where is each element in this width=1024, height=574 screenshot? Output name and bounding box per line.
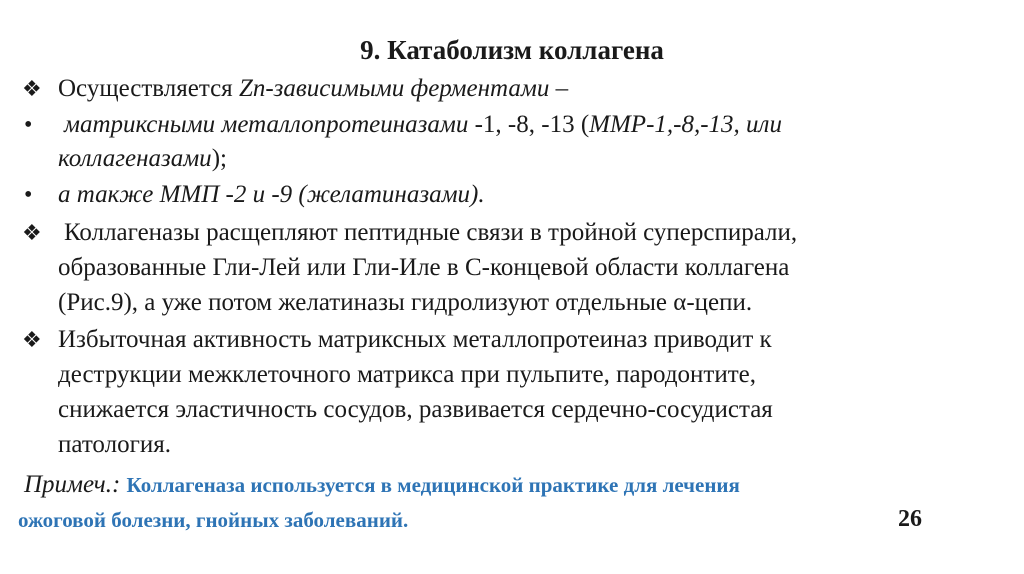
note-text-1: Коллагеназа используется в медицинской практике для лечения <box>126 473 740 497</box>
item-2-line-1 <box>64 110 782 140</box>
item-2-part-3: ММР-1,-8,-13, или <box>589 111 782 138</box>
item-2-line-2 <box>58 144 227 174</box>
alpha-symbol: α <box>673 289 687 316</box>
note-line-1 <box>24 470 740 500</box>
item-1-rest: -зависимыми ферментами – <box>265 75 569 102</box>
item-4-line-1: Коллагеназы расщепляют пептидные связи в тройной суперспирали, <box>64 219 798 246</box>
item-5-line-3: снижается эластичность сосудов, развивается сердечно-сосудистая <box>58 396 773 423</box>
note-line-2 <box>18 505 408 535</box>
page-number: 26 <box>898 506 922 532</box>
diamond-bullet-icon: ❖ <box>22 327 42 352</box>
item-5-line-1: Избыточная активность матриксных металлопротеиназ приводит к <box>58 326 772 353</box>
item-2-part-1: матриксными металлопротеиназами <box>64 111 475 138</box>
item-1 <box>58 74 568 104</box>
item-2-line-2-end: ); <box>211 145 227 172</box>
item-1-zn: Zn <box>238 75 266 102</box>
item-3: а также ММП -2 и -9 (желатиназами). <box>58 181 485 208</box>
item-4-line-3-a: (Рис.9), а уже потом желатиназы гидролизуют отдельные <box>58 289 674 316</box>
diamond-bullet-icon: ❖ <box>22 76 42 101</box>
dot-bullet-icon: • <box>24 112 33 138</box>
note-label: Примеч.: <box>24 471 127 498</box>
item-4-line-3 <box>58 288 752 318</box>
slide-title: 9. Катаболизм коллагена <box>360 35 664 65</box>
note-text-2: ожоговой болезни, гнойных заболеваний. <box>18 508 409 532</box>
item-5-line-4: патология. <box>58 431 171 458</box>
item-5-line-2: деструкции межклеточного матрикса при пульпите, пародонтите, <box>58 361 757 388</box>
item-2-line-2-text: коллагеназами <box>58 145 212 172</box>
dot-bullet-icon: • <box>24 182 33 208</box>
item-1-prefix: Осуществляется <box>58 75 239 102</box>
diamond-bullet-icon: ❖ <box>22 220 42 245</box>
item-2-part-2: -1, -8, -13 ( <box>474 111 590 138</box>
item-4-line-3-b: -цепи. <box>686 289 753 316</box>
item-4-line-2: образованные Гли-Лей или Гли-Иле в С-концевой области коллагена <box>58 254 790 281</box>
